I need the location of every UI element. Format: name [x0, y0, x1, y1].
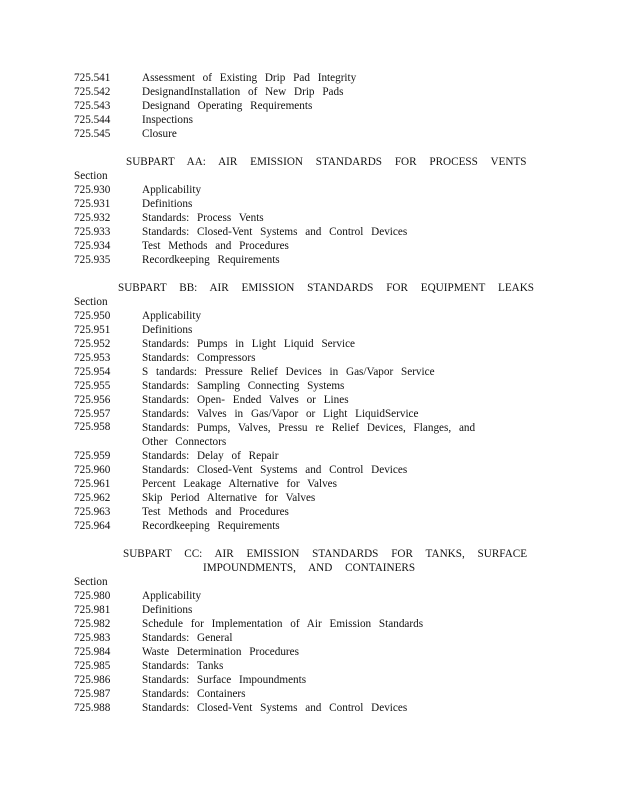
section-title: Standards: Tanks: [142, 660, 224, 672]
section-entry: [0, 337, 618, 351]
section-number: 725.963: [74, 506, 111, 518]
section-number: 725.980: [74, 590, 111, 602]
section-number: 725.988: [74, 702, 111, 714]
section-number: 725.543: [74, 100, 111, 112]
section-title: Skip Period Alternative for Valves: [142, 492, 316, 504]
section-title: Standards: Closed-Vent Systems and Control Devices: [142, 226, 408, 238]
subpart-heading: [0, 281, 618, 295]
section-title: Recordkeeping Requirements: [142, 254, 280, 266]
section-number: 725.950: [74, 310, 111, 322]
section-number: 725.955: [74, 380, 111, 392]
section-number: 725.951: [74, 324, 111, 336]
subpart-section: [0, 155, 618, 267]
section-title: Standards: Pumps in Light Liquid Service: [142, 338, 355, 350]
subpart-section: [0, 547, 618, 715]
entry-list: [0, 71, 618, 141]
section-title: S tandards: Pressure Relief Devices in Gas/Vapor Service: [142, 366, 435, 378]
subpart-heading: [0, 155, 618, 169]
section-number: 725.959: [74, 450, 111, 462]
section-number: 725.934: [74, 240, 111, 252]
section-title: Standards: Open- Ended Valves or Lines: [142, 394, 349, 406]
section-number: 725.953: [74, 352, 111, 364]
section-title: Definitions: [142, 198, 193, 210]
section-entry: [0, 589, 618, 603]
section-number: 725.962: [74, 492, 111, 504]
section-number: 725.961: [74, 478, 111, 490]
subpart-section: [0, 281, 618, 533]
section-number: 725.960: [74, 464, 111, 476]
section-entry: [0, 477, 618, 491]
section-entry: [0, 85, 618, 99]
section-title: Closure: [142, 128, 177, 140]
section-number: 725.964: [74, 520, 111, 532]
section-title: DesignandInstallation of New Drip Pads: [142, 86, 344, 98]
section-entry: [0, 253, 618, 267]
section-entry: [0, 225, 618, 239]
section-entry: [0, 701, 618, 715]
entry-list: [0, 589, 618, 715]
section-entry: [0, 673, 618, 687]
section-title: Standards: Process Vents: [142, 212, 264, 224]
section-title: Assessment of Existing Drip Pad Integrity: [142, 72, 357, 84]
section-entry: [0, 351, 618, 365]
section-number: 725.956: [74, 394, 111, 406]
section-entry: [0, 99, 618, 113]
section-title: Standards: Closed-Vent Systems and Control Devices: [142, 702, 408, 714]
section-label-text: Section: [74, 170, 108, 182]
section-number: 725.957: [74, 408, 111, 420]
subpart-heading: [0, 547, 618, 575]
section-number: 725.981: [74, 604, 111, 616]
section-title: Test Methods and Procedures: [142, 506, 289, 518]
section-title: Standards: Valves in Gas/Vapor or Light LiquidService: [142, 408, 419, 420]
section-entry: [0, 127, 618, 141]
section-entry: [0, 617, 618, 631]
section-label-text: Section: [74, 296, 108, 308]
section-title: Definitions: [142, 324, 193, 336]
section-title: Applicability: [142, 184, 202, 196]
section-column-label: [0, 295, 618, 309]
section-entry: [0, 463, 618, 477]
entry-list: [0, 183, 618, 267]
table-of-contents: [0, 71, 618, 715]
section-title: Recordkeeping Requirements: [142, 520, 280, 532]
section-title: Waste Determination Procedures: [142, 646, 299, 658]
section-entry: [0, 519, 618, 533]
entry-list: [0, 309, 618, 533]
section-title: Standards: Surface Impoundments: [142, 674, 307, 686]
section-title: Standards: General: [142, 632, 233, 644]
section-entry: [0, 71, 618, 85]
section-entry: [0, 659, 618, 673]
section-number: 725.982: [74, 618, 111, 630]
section-entry: [0, 491, 618, 505]
section-title: Schedule for Implementation of Air Emission Standards: [142, 618, 424, 630]
section-entry: [0, 183, 618, 197]
section-entry: [0, 197, 618, 211]
section-title: Standards: Sampling Connecting Systems: [142, 380, 345, 392]
section-entry: [0, 687, 618, 701]
section-entry: [0, 239, 618, 253]
section-entry: [0, 379, 618, 393]
section-number: 725.952: [74, 338, 111, 350]
section-entry: [0, 449, 618, 463]
section-title: Applicability: [142, 590, 202, 602]
section-number: 725.958: [74, 421, 111, 433]
section-entry: [0, 631, 618, 645]
section-number: 725.542: [74, 86, 111, 98]
section-title: Standards: Compressors: [142, 352, 256, 364]
section-number: 725.933: [74, 226, 111, 238]
section-entry: [0, 603, 618, 617]
section-number: 725.935: [74, 254, 111, 266]
section-number: 725.931: [74, 198, 111, 210]
section-entry: [0, 645, 618, 659]
subpart-heading-line: IMPOUNDMENTS, AND CONTAINERS: [203, 562, 416, 574]
subpart-heading-line: SUBPART BB: AIR EMISSION STANDARDS FOR EQUIPMENT LEAKS: [118, 282, 535, 294]
section-number: 725.930: [74, 184, 111, 196]
section-entry: [0, 421, 618, 449]
section-entry: [0, 309, 618, 323]
section-title: Inspections: [142, 114, 193, 126]
section-title: Standards: Closed-Vent Systems and Control Devices: [142, 464, 408, 476]
section-column-label: [0, 575, 618, 589]
section-number: 725.544: [74, 114, 111, 126]
section-title: Standards: Containers: [142, 688, 246, 700]
section-number: 725.984: [74, 646, 111, 658]
section-title: Standards: Pumps, Valves, Pressu re Relief Devices, Flanges, and Other Connectors: [142, 422, 476, 448]
section-title: Designand Operating Requirements: [142, 100, 313, 112]
subpart-heading-line: SUBPART CC: AIR EMISSION STANDARDS FOR TANKS, SURFACE: [123, 548, 528, 560]
section-number: 725.932: [74, 212, 111, 224]
section-entry: [0, 365, 618, 379]
section-title: Test Methods and Procedures: [142, 240, 289, 252]
section-title: Applicability: [142, 310, 202, 322]
section-title: Definitions: [142, 604, 193, 616]
section-entry: [0, 393, 618, 407]
section-entry: [0, 113, 618, 127]
section-number: 725.986: [74, 674, 111, 686]
section-title: Standards: Delay of Repair: [142, 450, 279, 462]
section-entry: [0, 323, 618, 337]
section-number: 725.985: [74, 660, 111, 672]
section-entry: [0, 407, 618, 421]
section-number: 725.545: [74, 128, 111, 140]
section-number: 725.541: [74, 72, 111, 84]
section-number: 725.987: [74, 688, 111, 700]
section-column-label: [0, 169, 618, 183]
section-label-text: Section: [74, 576, 108, 588]
section-entry: [0, 505, 618, 519]
section-number: 725.954: [74, 366, 111, 378]
section-entry: [0, 211, 618, 225]
section-title: Percent Leakage Alternative for Valves: [142, 478, 337, 490]
subpart-heading-line: SUBPART AA: AIR EMISSION STANDARDS FOR PROCESS VENTS: [126, 156, 527, 168]
section-number: 725.983: [74, 632, 111, 644]
